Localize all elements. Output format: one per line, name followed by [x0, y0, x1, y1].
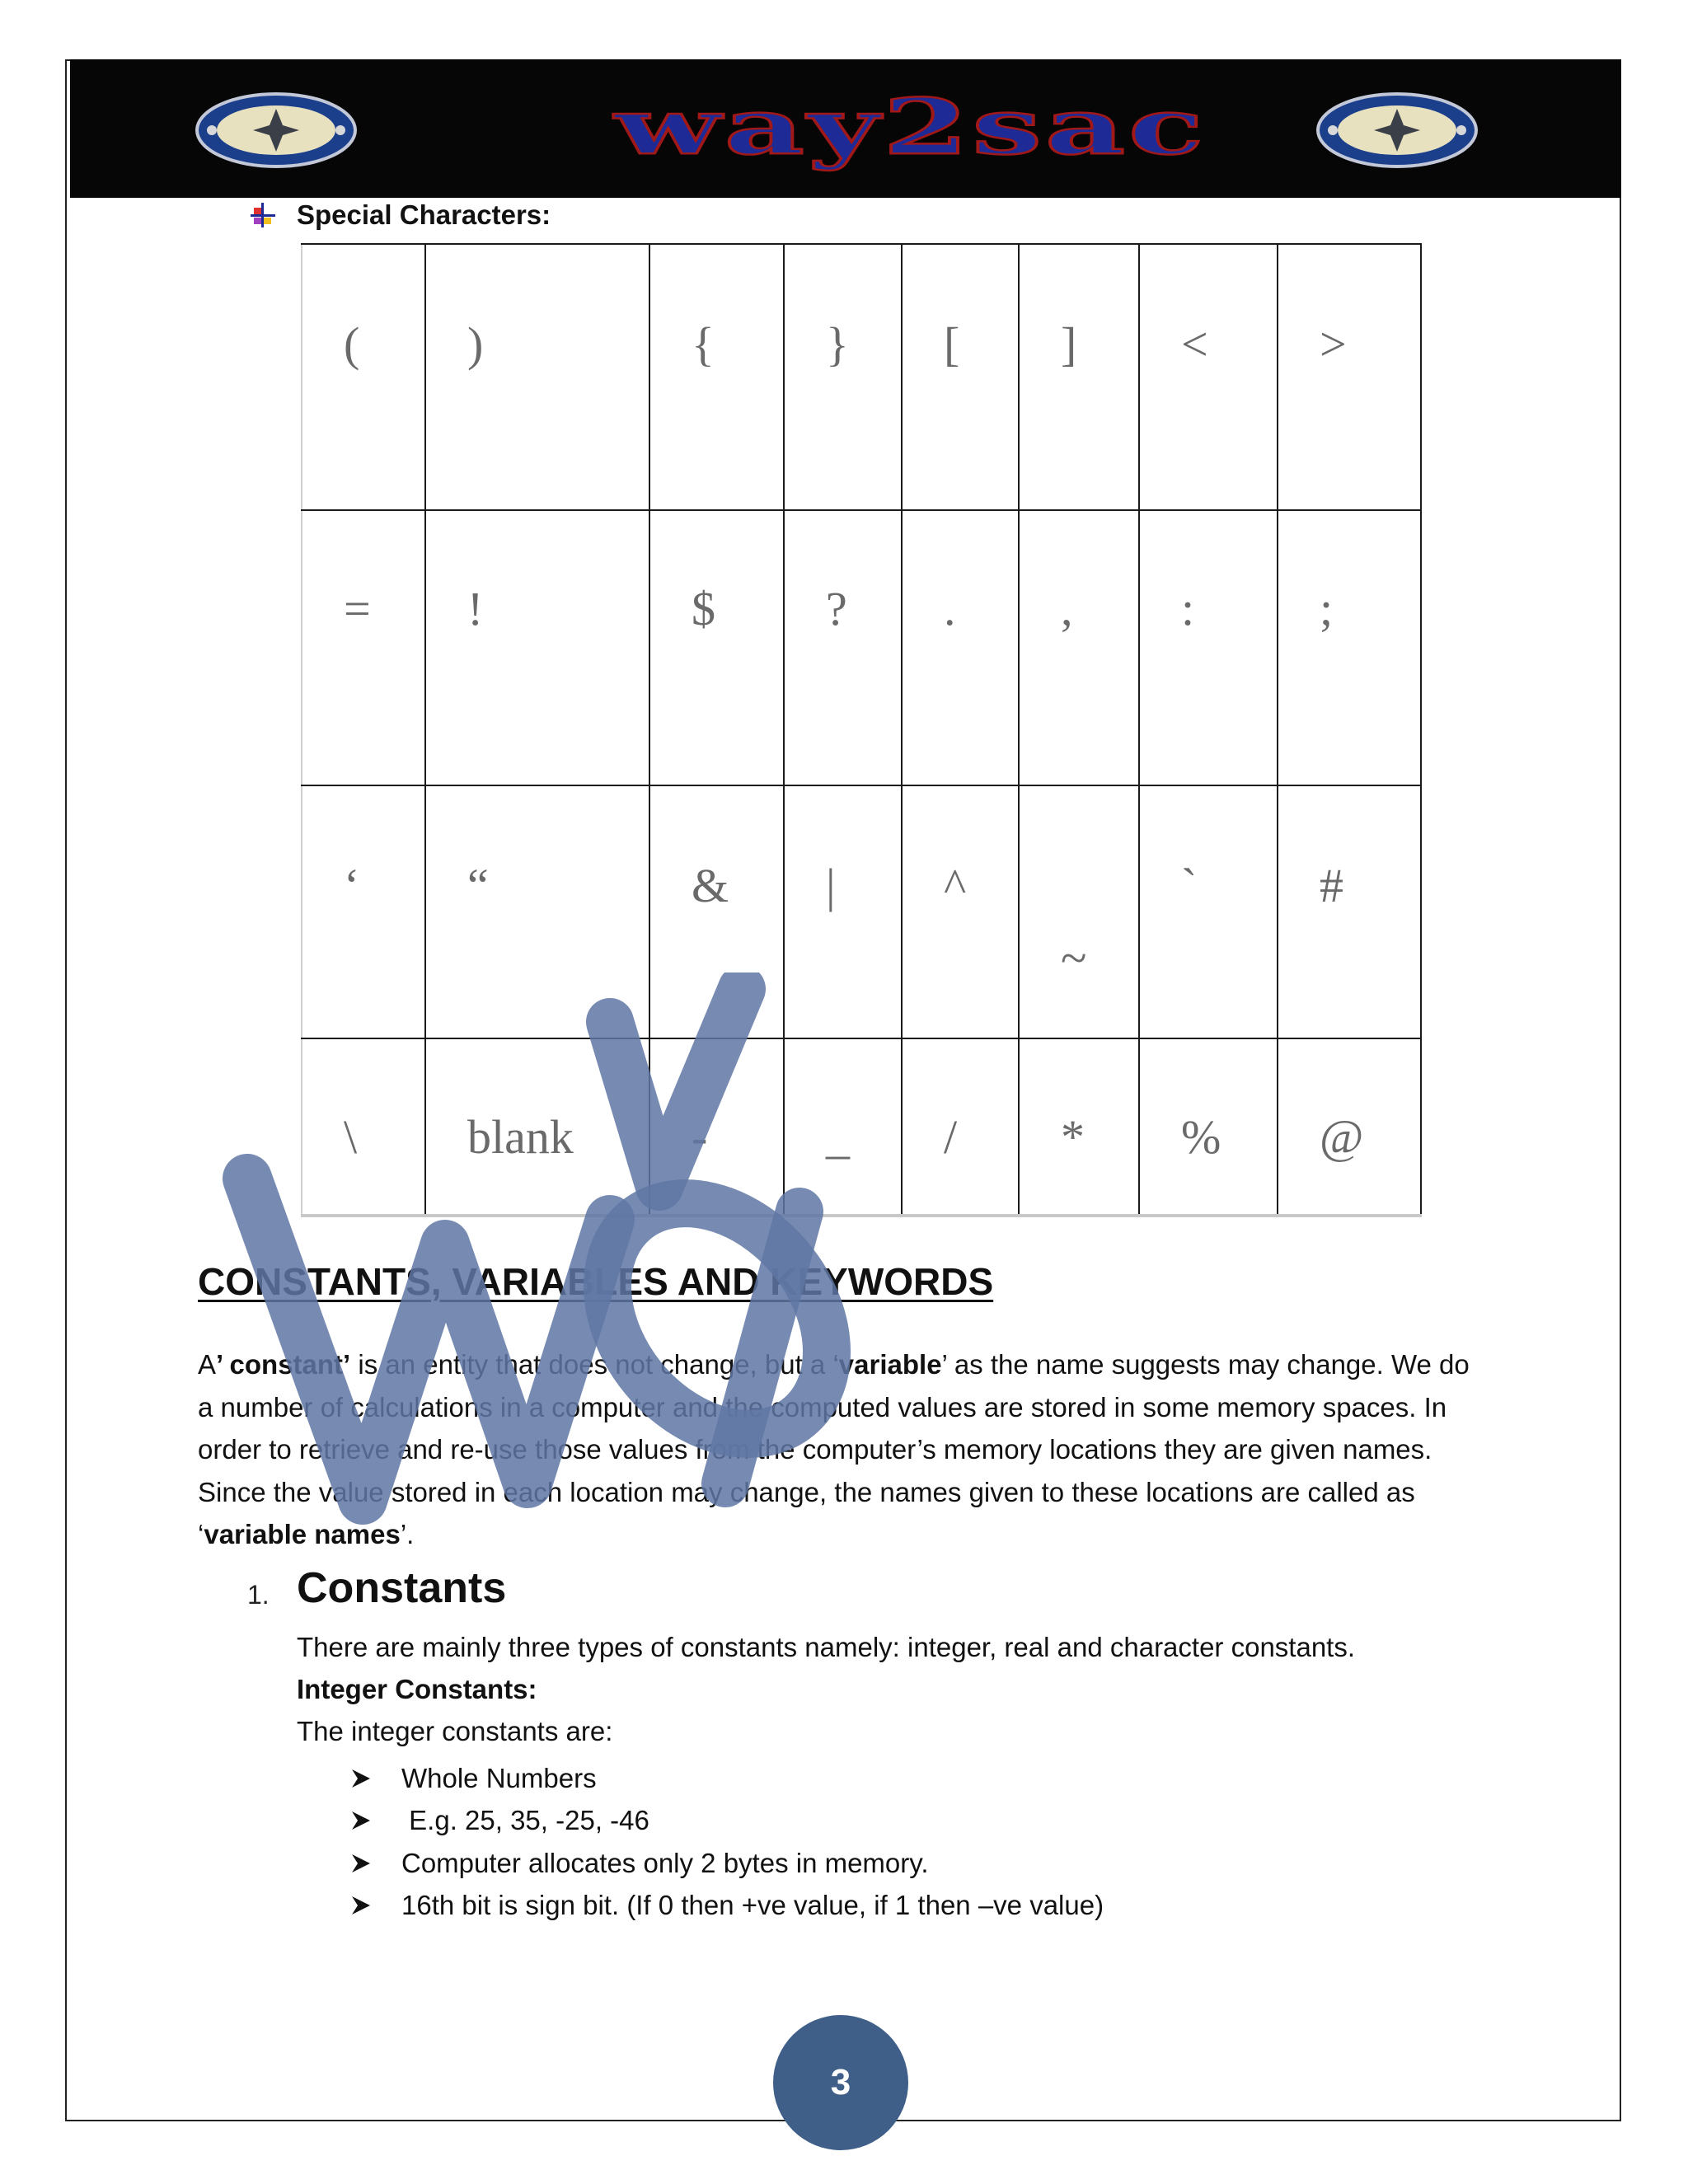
para-text: is an entity that does not change, but a ‘: [350, 1349, 839, 1380]
site-logo-text: way2sac: [614, 82, 1207, 172]
table-cell: [902, 510, 1019, 785]
table-cell: [302, 510, 425, 785]
char-symbol: !: [467, 582, 484, 635]
constants-intro: There are mainly three types of constants namely: integer, real and character constants.: [297, 1632, 1356, 1662]
char-symbol: [: [944, 317, 960, 371]
table-cell: [902, 1038, 1019, 1216]
special-characters-label: Special Characters:: [297, 199, 551, 230]
char-symbol: {: [692, 317, 715, 371]
char-symbol: `: [1181, 859, 1198, 912]
table-cell: [1139, 785, 1278, 1038]
table-row: [302, 510, 1421, 785]
table-cell: [302, 244, 425, 510]
table-cell: [1139, 1038, 1278, 1216]
char-symbol: |: [826, 859, 836, 912]
table-cell: [1019, 244, 1139, 510]
char-symbol: $: [692, 582, 715, 635]
char-symbol: ): [467, 317, 484, 371]
char-symbol: >: [1320, 317, 1347, 371]
table-cell: [902, 244, 1019, 510]
table-cell: [649, 510, 784, 785]
table-cell: [1139, 244, 1278, 510]
table-cell: [784, 244, 902, 510]
char-symbol: #: [1320, 859, 1343, 912]
integer-constants-heading: Integer Constants:: [297, 1674, 537, 1704]
section-title: CONSTANTS, VARIABLES AND KEYWORDS: [198, 1260, 994, 1303]
table-cell: [1278, 510, 1421, 785]
para-bold-variable: variable: [838, 1349, 942, 1380]
char-symbol: ~: [1061, 931, 1087, 985]
char-symbol: &: [692, 859, 729, 912]
heading-bullet-icon: [247, 199, 279, 231]
seal-logo-left: [194, 91, 359, 170]
table-row: [302, 244, 1421, 510]
table-cell: [425, 244, 649, 510]
arrow-bullet-icon: [350, 1810, 372, 1831]
list-item-text: Computer allocates only 2 bytes in memory.: [401, 1847, 929, 1878]
char-symbol: (: [344, 317, 360, 371]
table-cell: [784, 510, 902, 785]
char-symbol: “: [467, 859, 489, 912]
char-symbol: ;: [1320, 582, 1334, 635]
table-cell: [425, 785, 649, 1038]
table-cell: [784, 785, 902, 1038]
list-item-text: Whole Numbers: [401, 1762, 597, 1793]
char-symbol: =: [344, 582, 371, 635]
char-symbol: <: [1181, 317, 1208, 371]
special-characters-heading: [247, 199, 551, 231]
char-symbol: ]: [1061, 317, 1077, 371]
char-symbol: _: [826, 1110, 850, 1164]
char-symbol: ^: [944, 859, 967, 912]
list-item: [350, 1800, 1104, 1843]
table-cell: [1278, 1038, 1421, 1216]
page-number-badge: 3: [773, 2015, 908, 2150]
table-cell: [1019, 510, 1139, 785]
intro-paragraph: [198, 1343, 1492, 1556]
integer-constants-list: [350, 1757, 1104, 1927]
table-cell: [302, 1038, 425, 1216]
table-row: [302, 1038, 1421, 1216]
list-item-text: E.g. 25, 35, -25, -46: [401, 1805, 649, 1836]
table-cell: [784, 1038, 902, 1216]
char-symbol: }: [826, 317, 849, 371]
table-cell: [902, 785, 1019, 1038]
list-number: 1.: [247, 1580, 270, 1610]
para-text: ’ as the name suggests may change. We do a number of calculations in a computer and the computed values are stored in some memory spaces. In order to retrieve and re-use those values from the computer’s memory locations they are given names. Since the value stored in each location may change, the names given to these locations are called as ‘: [198, 1349, 1470, 1549]
para-text: ’.: [400, 1519, 415, 1549]
list-item: [350, 1757, 1104, 1800]
char-symbol: -: [692, 1110, 708, 1164]
list-item-text: 16th bit is sign bit. (If 0 then +ve value, if 1 then –ve value): [401, 1890, 1104, 1921]
table-cell: [1139, 510, 1278, 785]
list-item: [350, 1842, 1104, 1885]
char-symbol: ,: [1061, 582, 1073, 635]
special-characters-table: [301, 243, 1422, 1217]
constants-title: Constants: [297, 1564, 507, 1612]
arrow-bullet-icon: [350, 1768, 372, 1789]
char-symbol: ?: [826, 582, 847, 635]
table-cell: [1278, 785, 1421, 1038]
char-symbol: @: [1320, 1110, 1364, 1164]
table-cell: [649, 1038, 784, 1216]
table-cell: [425, 1038, 649, 1216]
para-bold-constant: ’ constant’: [216, 1349, 351, 1380]
char-symbol: %: [1181, 1110, 1221, 1164]
char-symbol: *: [1061, 1110, 1085, 1164]
table-cell: [649, 785, 784, 1038]
char-symbol: .: [944, 582, 956, 635]
integer-constants-intro: The integer constants are:: [297, 1716, 613, 1746]
table-cell: [1019, 1038, 1139, 1216]
table-cell: [302, 785, 425, 1038]
arrow-bullet-icon: [350, 1895, 372, 1916]
table-cell: [425, 510, 649, 785]
char-symbol: ‘: [344, 859, 360, 912]
header-banner: [70, 59, 1621, 198]
seal-logo-right: [1315, 91, 1479, 170]
char-symbol: blank: [467, 1110, 574, 1164]
para-bold-variable-names: variable names: [204, 1519, 401, 1549]
arrow-bullet-icon: [350, 1853, 372, 1874]
para-text: A: [198, 1349, 217, 1380]
table-cell: [1019, 785, 1139, 1038]
table-cell: [1278, 244, 1421, 510]
char-symbol: /: [944, 1110, 958, 1164]
table-row: [302, 785, 1421, 1038]
list-item: [350, 1885, 1104, 1928]
table-cell: [649, 244, 784, 510]
char-symbol: :: [1181, 582, 1195, 635]
char-symbol: \: [344, 1110, 358, 1164]
